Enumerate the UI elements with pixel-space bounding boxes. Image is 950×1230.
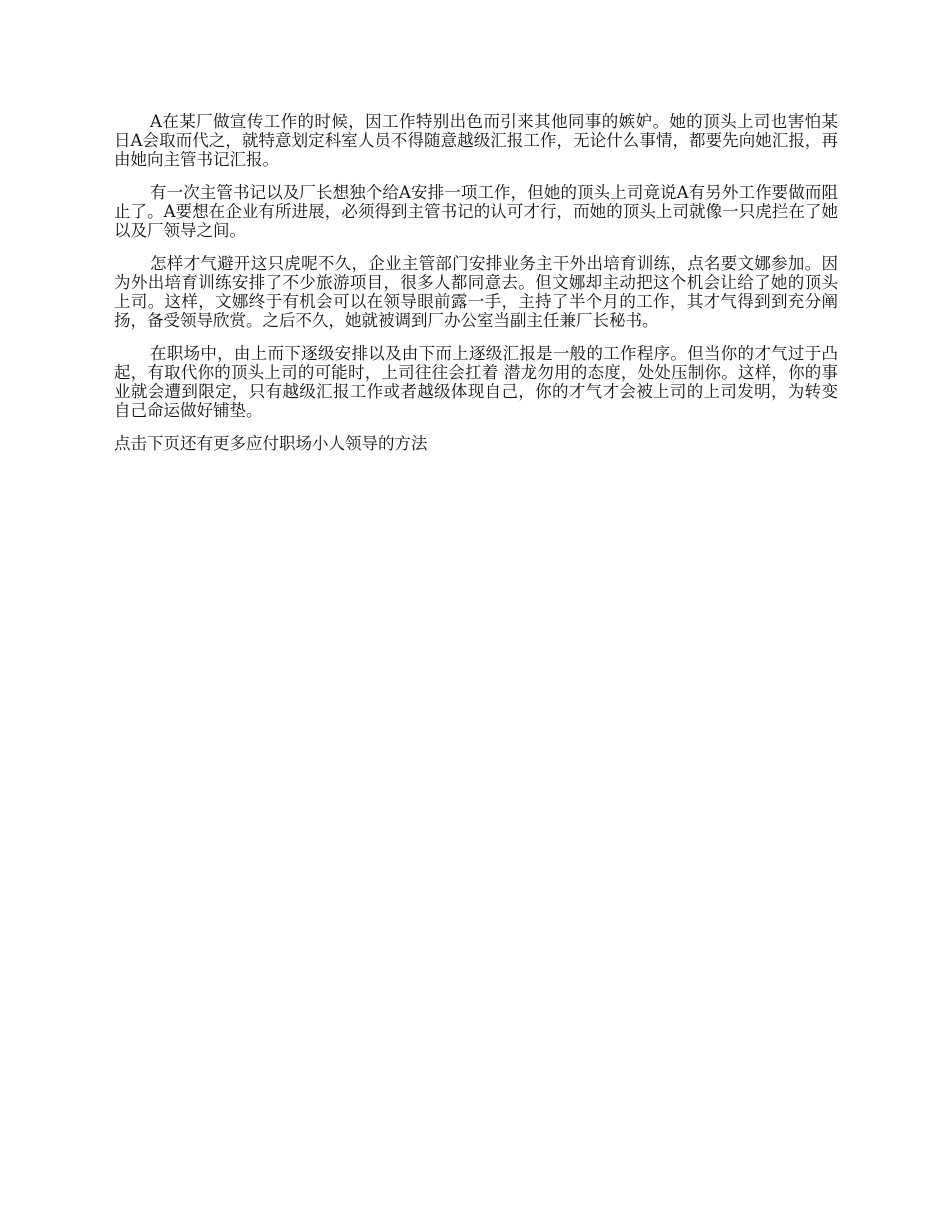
paragraph-1: A在某厂做宣传工作的时候，因工作特别出色而引来其他同事的嫉妒。她的顶头上司也害怕某日A会取而代之，就特意划定科室人员不得随意越级汇报工作，无论什么事情，都要先向她汇报，再由她向主管书记汇报。	[114, 112, 838, 169]
paragraph-3: 怎样才气避开这只虎呢不久，企业主管部门安排业务主干外出培育训练，点名要文娜参加。因为外出培育训练安排了不少旅游项目，很多人都同意去。但文娜却主动把这个机会让给了她的顶头上司。这样，文娜终于有机会可以在领导眼前露一手，主持了半个月的工作，其才气得到到充分阐扬，备受领导欣赏。之后不久，她就被调到厂办公室当副主任兼厂长秘书。	[114, 254, 838, 330]
next-page-link[interactable]: 点击下页还有更多应付职场小人领导的方法	[114, 434, 428, 453]
paragraph-4: 在职场中，由上而下逐级安排以及由下而上逐级汇报是一般的工作程序。但当你的才气过于凸起，有取代你的顶头上司的可能时，上司往往会扛着 潜龙勿用的态度，处处压制你。这样，你的事业就会遭到限定，只有越级汇报工作或者越级体现自己，你的才气才会被上司的上司发明，为转变自己命运做好铺垫。	[114, 344, 838, 420]
paragraph-2: 有一次主管书记以及厂长想独个给A安排一项工作，但她的顶头上司竟说A有另外工作要做而阻止了。A要想在企业有所进展，必须得到主管书记的认可才行，而她的顶头上司就像一只虎拦在了她以及厂领导之间。	[114, 183, 838, 240]
article-body	[114, 112, 838, 453]
